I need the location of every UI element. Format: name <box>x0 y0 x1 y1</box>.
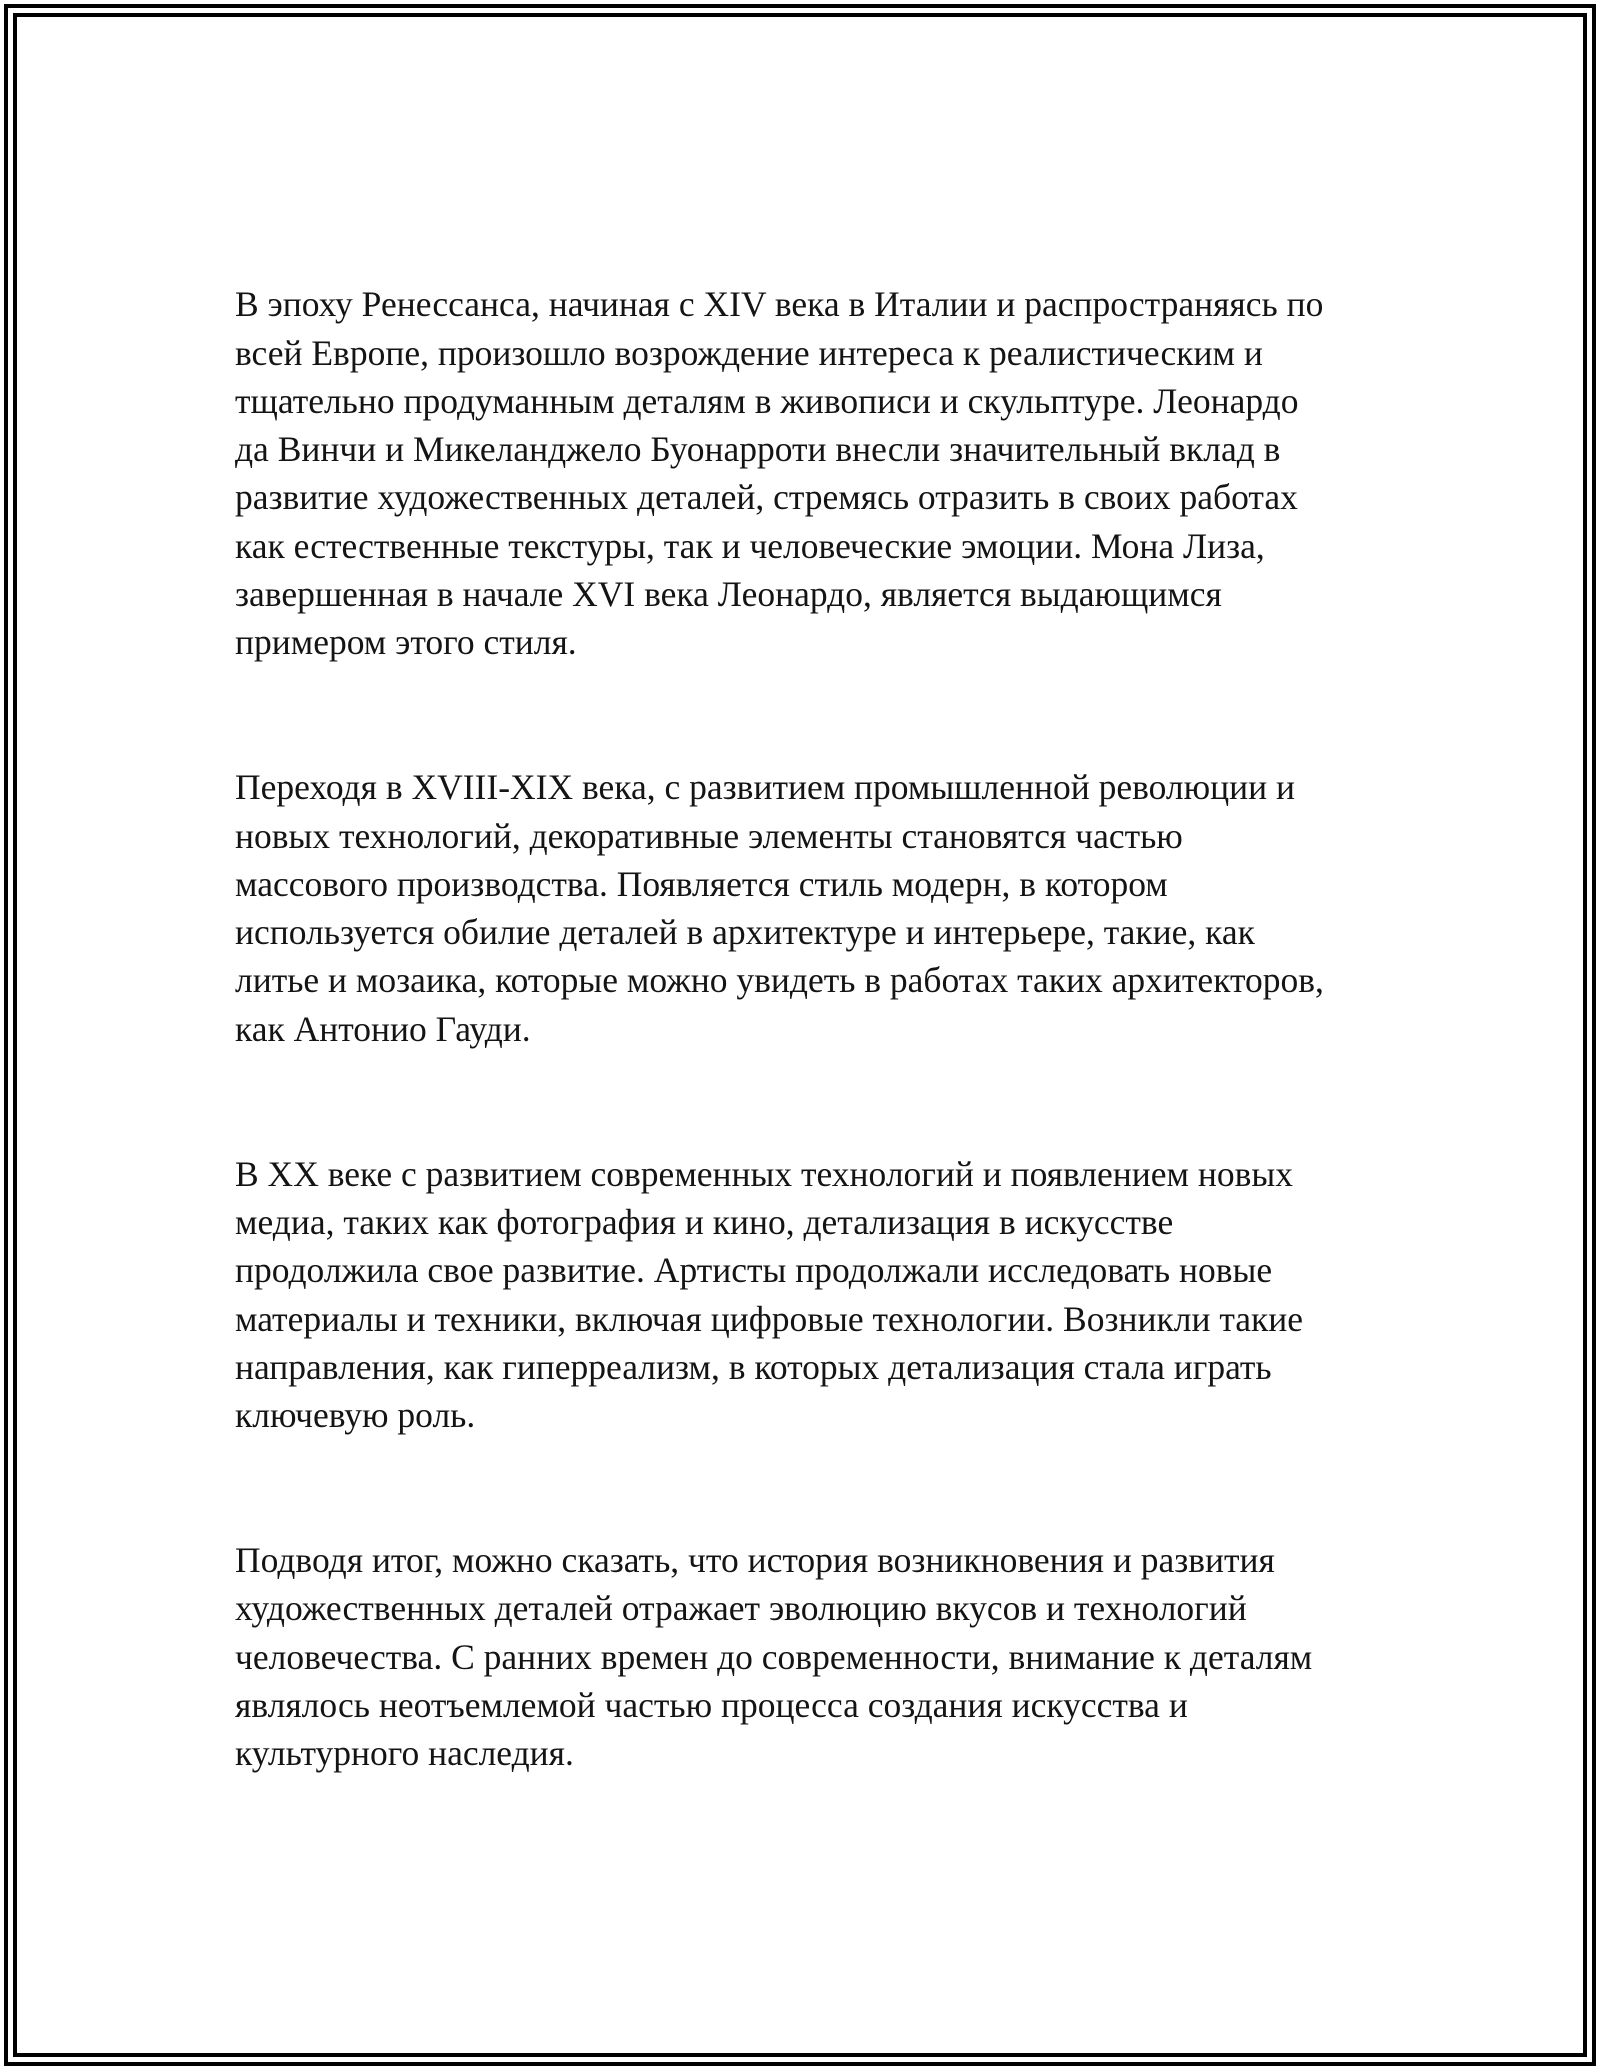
paragraph-industrial-revolution: Переходя в XVIII-XIX века, с развитием промышленной революции и новых технологий, декоративные элементы становятся частью массового производства. Появляется стиль модерн, в котором используется обилие деталей в архитектуре и интерьере, такие, как литье и мозаика, которые можно увидеть в работах таких архитекторов, как Антонио Гауди. <box>235 767 1324 1049</box>
paragraph-conclusion: Подводя итог, можно сказать, что история возникновения и развития художественных деталей отражает эволюцию вкусов и технологий человечества. С ранних времен до современности, внимание к деталям являлось неотъемлемой частью процесса создания искусства и культурного наследия. <box>235 1540 1313 1774</box>
document-body <box>235 232 1395 1874</box>
paragraph-twentieth-century: В XX веке с развитием современных технологий и появлением новых медиа, таких как фотография и кино, детализация в искусстве продолжила свое развитие. Артисты продолжали исследовать новые материалы и техники, включая цифровые технологии. Возникли такие направления, как гиперреализм, в которых детализация стала играть ключевую роль. <box>235 1153 1304 1436</box>
paragraph-renaissance: В эпоху Ренессанса, начиная с XIV века в Италии и распространяясь по всей Европе, произошло возрождение интереса к реалистическим и тщательно продуманным деталям в живописи и скульптуре. Леонардо да Винчи и Микеланджело Буонарроти внесли значительный вклад в развитие художественных деталей, стремясь отразить в своих работах как естественные текстуры, так и человеческие эмоции. Мона Лиза, завершенная в начале XVI века Леонардо, является выдающимся примером этого стиля. <box>235 284 1324 663</box>
